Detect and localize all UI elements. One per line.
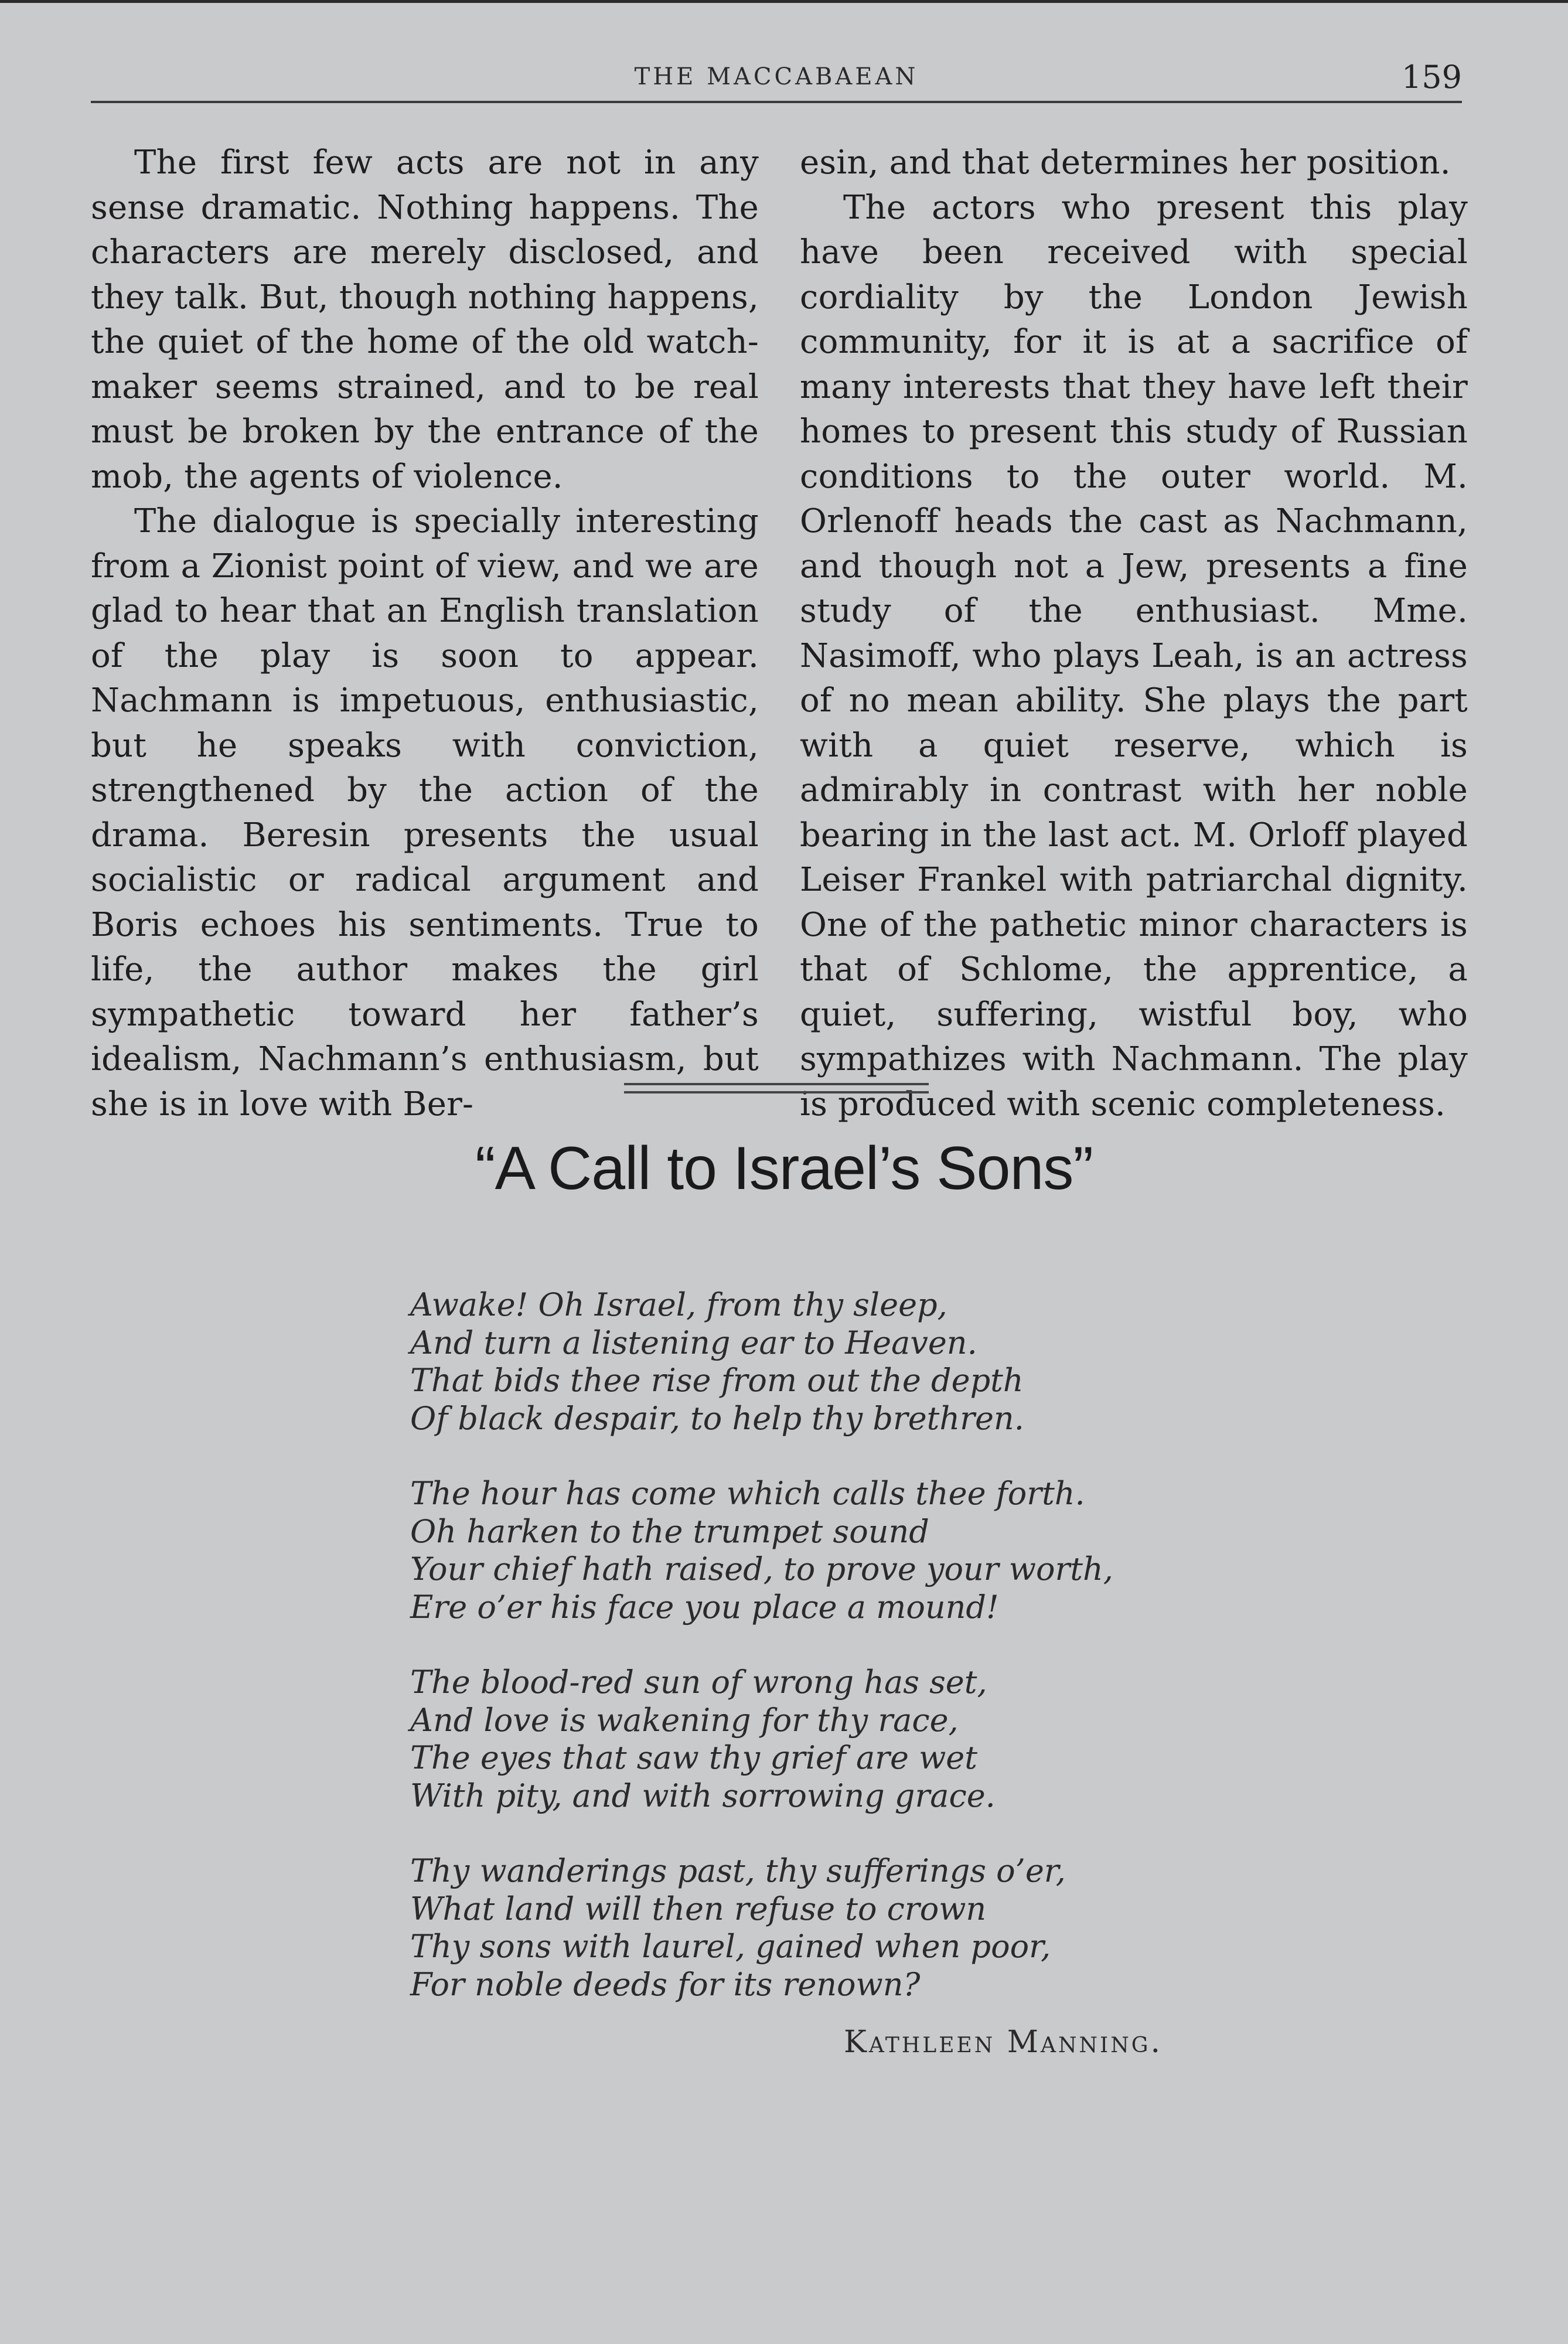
poem-line: For noble deeds for its renown? — [410, 1965, 921, 2003]
poem-stanza — [410, 1664, 1406, 1815]
poem-line: Of black despair, to help thy brethren. — [410, 1399, 1024, 1437]
poem-line: The hour has come which calls thee forth. — [410, 1475, 1085, 1512]
page-top-edge — [0, 0, 1568, 3]
paragraph-continued: esin, and that determines her position. — [800, 144, 1451, 182]
left-column — [91, 141, 759, 1127]
poem-body — [410, 1286, 1406, 2041]
poem-author: Kathleen Manning. — [844, 2025, 1163, 2060]
header-rule — [91, 101, 1462, 103]
page-header — [91, 59, 1462, 105]
poem-line: That bids thee rise from out the depth — [410, 1362, 1024, 1399]
poem-stanza — [410, 1852, 1406, 2004]
running-head: THE MACCABAEAN — [634, 63, 919, 90]
poem-line: With pity, and with sorrowing grace. — [410, 1777, 996, 1814]
paragraph: The first few acts are not in any sense dramatic. Nothing happens. The characters are merely disclosed, and they talk. But, though nothing happens, the quiet of the home of the old watch-maker seems strained, and to be real must be broken by the entrance of the mob, the agents of violence. — [91, 144, 759, 496]
poem-line: And turn a listening ear to Heaven. — [410, 1324, 977, 1361]
paragraph: The dialogue is specially interesting from a Zionist point of view, and we are glad to hear that an English translation of the play is soon to appear. Nachmann is impetuous, enthusiastic, but he speaks with conviction, strengthened by the action of the drama. Beresin presents the usual socialistic or radical argument and Boris echoes his sentiments. True to life, the author makes the girl sympathetic toward her father’s idealism, Nachmann’s enthusiasm, but she is in love with Ber- — [91, 502, 759, 1123]
paragraph: The actors who present this play have been received with special cordiality by the London Jewish community, for it is at a sacrifice of many interests that they have left their homes to present this study of Russian conditions to the outer world. M. Orlenoff heads the cast as Nachmann, and though not a Jew, presents a fine study of the enthusiast. Mme. Nasimoff, who plays Leah, is an actress of no mean ability. She plays the part with a quiet reserve, which is admirably in contrast with her noble bearing in the last act. M. Orloff played Leiser Frankel with patriarchal dignity. One of the pathetic minor characters is that of Schlome, the apprentice, a quiet, suffering, wistful boy, who sympathizes with Nachmann. The play is produced with scenic completeness. — [800, 188, 1468, 1123]
poem-line: Ere o’er his face you place a mound! — [410, 1588, 999, 1626]
poem-line: Your chief hath raised, to prove your worth, — [410, 1551, 1113, 1587]
right-column — [800, 141, 1468, 1127]
poem-line: The blood-red sun of wrong has set, — [410, 1664, 987, 1701]
poem-line: Thy sons with laurel, gained when poor, — [410, 1928, 1051, 1965]
poem-line: Oh harken to the trumpet sound — [410, 1512, 929, 1550]
poem-stanza — [410, 1475, 1406, 1626]
section-divider — [624, 1083, 929, 1093]
poem-line: What land will then refuse to crown — [410, 1890, 987, 1927]
poem-line: Thy wanderings past, thy sufferings o’er, — [410, 1852, 1066, 1889]
page-number: 159 — [1401, 59, 1462, 96]
poem-line: And love is wakening for thy race, — [410, 1701, 959, 1739]
poem-line: The eyes that saw thy grief are wet — [410, 1739, 977, 1776]
poem-stanza — [410, 1286, 1406, 1437]
poem-title: “A Call to Israel’s Sons” — [475, 1134, 1093, 1202]
poem-line: Awake! Oh Israel, from thy sleep, — [410, 1286, 947, 1323]
